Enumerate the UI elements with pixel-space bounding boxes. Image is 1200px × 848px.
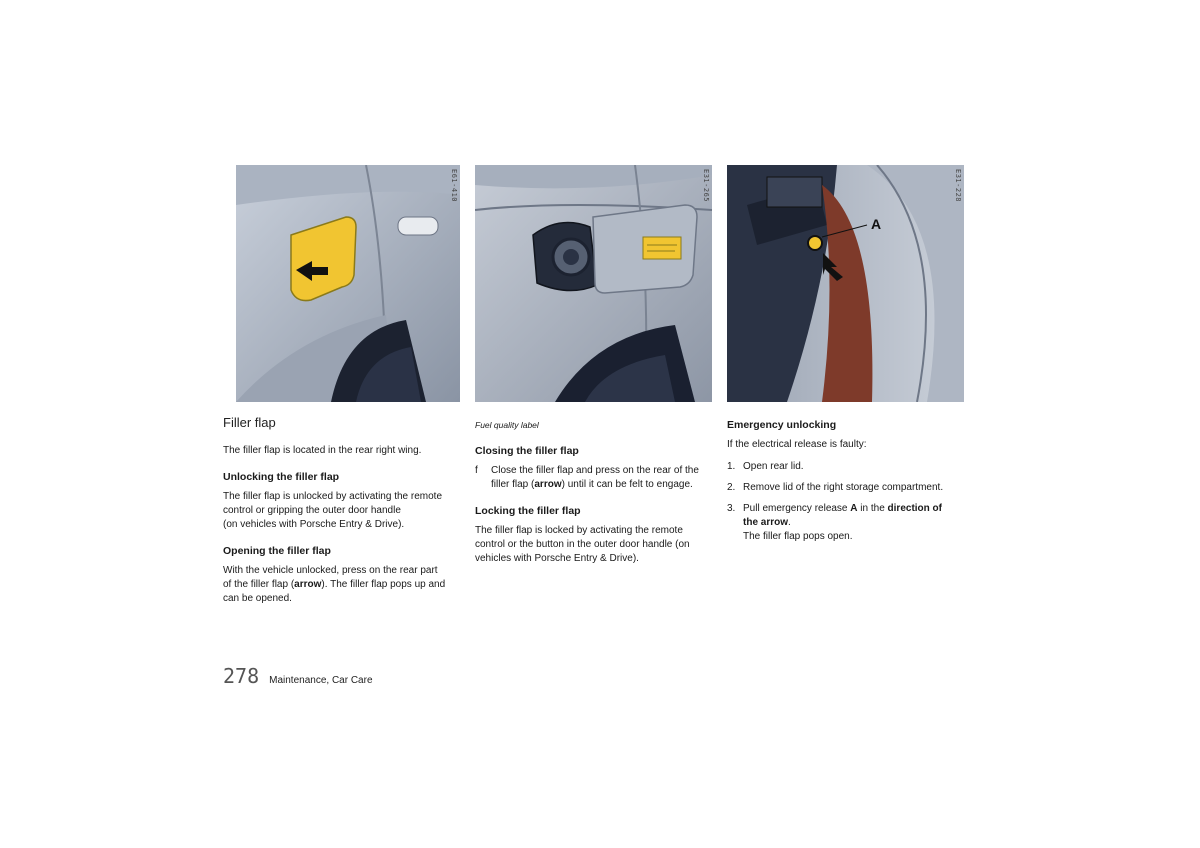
column-closing-locking <box>475 165 712 566</box>
closing-instruction: f Close the filler flap and press on the rear of the filler flap (arrow) until it can be felt to engage. <box>475 465 699 490</box>
list-item: 3. Pull emergency release A in the direction of the arrow. The filler flap pops open. <box>727 503 942 542</box>
figure-code: E31-228 <box>954 169 962 203</box>
filler-flap-illustration <box>236 165 460 402</box>
intro-text: The filler flap is located in the rear right wing. <box>223 445 422 456</box>
opening-text: With the vehicle unlocked, press on the rear part of the filler flap (arrow). The filler flap pops up and can be opened. <box>223 565 446 604</box>
page-number: 278 <box>223 664 260 688</box>
list-item: 2. Remove lid of the right storage compartment. <box>727 482 944 493</box>
locking-text: The filler flap is locked by activating the remote control or the button in the outer door handle (on vehicles with Porsche Entry & Drive). <box>475 525 690 564</box>
figure-filler-flap-closed <box>236 165 460 402</box>
figure-caption: Fuel quality label <box>475 420 539 430</box>
section-name: Maintenance, Car Care <box>269 675 373 686</box>
list-item: 1. Open rear lid. <box>727 461 804 472</box>
section-title: Filler flap <box>223 415 276 430</box>
figure-filler-flap-open <box>475 165 712 402</box>
closing-heading: Closing the filler flap <box>475 445 579 457</box>
emergency-intro: If the electrical release is faulty: <box>727 439 867 450</box>
figure-label-a: A <box>871 216 882 232</box>
figure-code: E31-265 <box>702 169 710 203</box>
column-filler-flap <box>223 165 460 606</box>
locking-heading: Locking the filler flap <box>475 505 581 517</box>
opening-heading: Opening the filler flap <box>223 545 331 557</box>
emergency-steps <box>727 460 964 544</box>
unlocking-text: The filler flap is unlocked by activating the remote control or gripping the outer door handle (on vehicles with Porsche Entry & Drive). <box>223 491 442 530</box>
page-footer <box>223 664 373 688</box>
unlocking-heading: Unlocking the filler flap <box>223 471 340 483</box>
emergency-heading: Emergency unlocking <box>727 419 837 431</box>
emergency-release-illustration <box>727 165 964 402</box>
figure-code: E61-410 <box>450 169 458 203</box>
open-flap-illustration <box>475 165 712 402</box>
figure-emergency-release <box>727 165 964 402</box>
bullet-mark: f <box>475 465 478 476</box>
column-emergency-unlocking <box>727 165 964 551</box>
